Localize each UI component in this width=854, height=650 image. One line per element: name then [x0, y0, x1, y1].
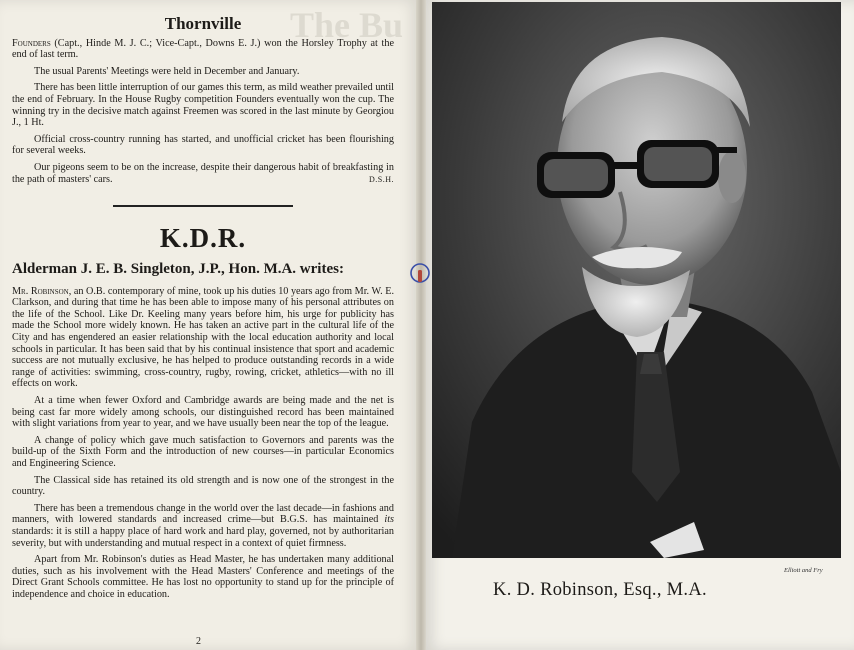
- kdr-paragraph-4: The Classical side has retained its old strength and is now one of the strongest in the country.: [12, 474, 394, 498]
- page-number: 2: [196, 636, 201, 647]
- portrait-illustration: [432, 2, 841, 558]
- kdr-p1-rest: , an O.B. contemporary of mine, took up his duties 10 years ago from Mr. W. E. Clarkson, and during that time he has been able to impose many of his personal attributes on the life of the School. Like Dr. Keeling many years before him, his urge for publicity has made the School more widely known. He has taken an active part in the cultural life of the City and has engendered an easier relationship with the local education authority and local schools in particular. It has been said that by his continual insistence that sport and academic success are not mutually exclusive, he has helped to produce outstanding records in a wide range of activities: swimming, cross-country, rugby, rowing, cricket, athletics—with no ill effects on work.: [12, 285, 394, 390]
- founders-lead: Founders: [12, 37, 51, 49]
- photo-credit: Elliott and Fry: [784, 567, 823, 574]
- kdr-paragraph-5: [12, 503, 394, 549]
- left-text-column: [12, 14, 394, 605]
- kdr-p5-a: There has been a tremendous change in the world over the last decade—in fashions and manners, with lowered standards and increased crime—but B.G.S. has maintained: [12, 502, 394, 526]
- thornville-p5-text: Our pigeons seem to be on the increase, despite their dangerous habit of breakfasting in the path of masters' cars.: [12, 161, 394, 185]
- thornville-paragraph-2: The usual Parents' Meetings were held in December and January.: [34, 65, 300, 77]
- thornville-paragraph-1: [12, 38, 394, 61]
- show-through-text: The Bu: [290, 5, 404, 44]
- kdr-p1-lead: Mr. Robinson: [12, 285, 69, 297]
- portrait-photo: [432, 2, 841, 558]
- thornville-paragraph-4: Official cross-country running has started, and unofficial cricket has been flourishing for several weeks.: [12, 133, 394, 157]
- kdr-p5-b: standards: it is still a happy place of hard work and hard play, governed, not by authoritarian severity, but with understanding and mutual respect in a context of quiet firmness.: [12, 525, 394, 549]
- thornville-paragraph-5: [12, 162, 394, 185]
- kdr-paragraph-3: A change of policy which gave much satisfaction to Governors and parents was the build-up of the Sixth Form and the introduction of new courses—in particular Economics and Engineering Science.: [12, 434, 394, 469]
- kdr-title: K.D.R.: [159, 222, 247, 253]
- thornville-paragraph-3: There has been little interruption of our games this term, as mild weather prevailed until the end of February. In the House Rugby competition Founders eventually won the cup. The winning try in the decisive match against Freemen was scored in the last minute by Georgiou J., 1 Ht.: [12, 82, 394, 129]
- book-gutter: [416, 0, 426, 650]
- author-heading: Alderman J. E. B. Singleton, J.P., Hon. M.A. writes:: [12, 260, 344, 277]
- thornville-title: Thornville: [164, 14, 242, 33]
- photo-caption: K. D. Robinson, Esq., M.A.: [493, 580, 707, 600]
- page-clip-icon: [408, 262, 432, 286]
- thornville-initials: D.S.H.: [368, 174, 394, 184]
- kdr-p5-emphasis: its: [384, 514, 394, 526]
- section-divider: [113, 205, 293, 207]
- kdr-paragraph-6: Apart from Mr. Robinson's duties as Head Master, he has undertaken many additional duties, such as his involvement with the Head Masters' Conference and meetings of the Direct Grant Schools committee. He has lost no opportunity to stand up for the principle of independence and choice in education.: [12, 554, 394, 600]
- kdr-paragraph-2: At a time when fewer Oxford and Cambridge awards are being made and the net is being cast far more widely among schools, our distinguished record has been maintained with slight variations from year to year, and we have usually been near the top of the league.: [12, 394, 394, 430]
- thornville-p1-rest: (Capt., Hinde M. J. C.; Vice-Capt., Downs E. J.) won the Horsley Trophy at the end of last term.: [12, 37, 394, 61]
- kdr-paragraph-1: [12, 286, 394, 390]
